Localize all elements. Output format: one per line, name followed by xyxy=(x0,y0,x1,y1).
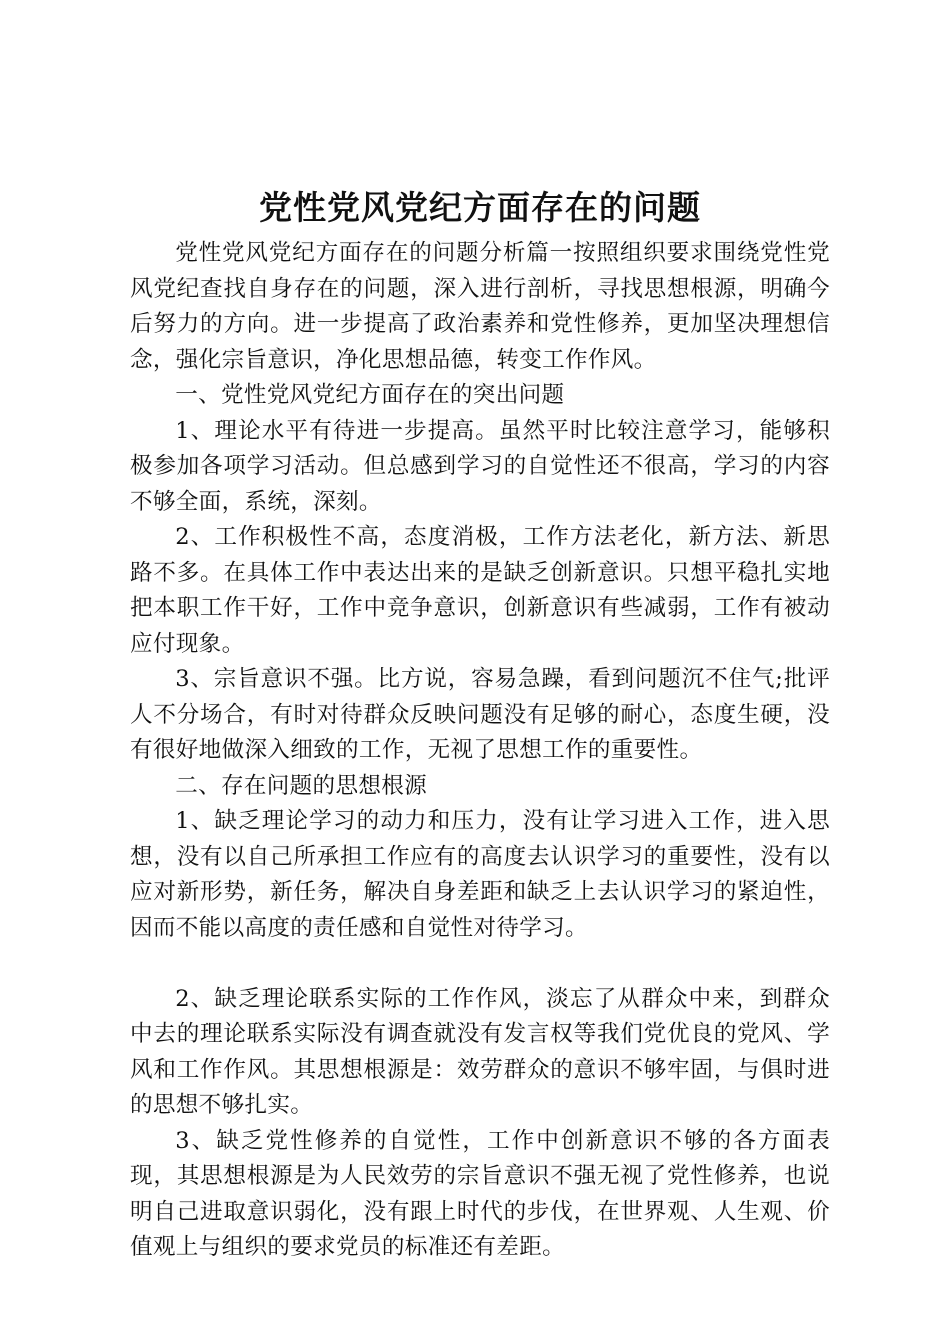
document-page xyxy=(130,180,830,1266)
section-2-item-2: 2、缺乏理论联系实际的工作作风，淡忘了从群众中来，到群众中去的理论联系实际没有调查就没有发言权等我们党优良的党风、学风和工作作风。其思想根源是：效劳群众的意识不够牢固，与俱时进的思想不够扎实。 xyxy=(130,985,830,1118)
section-1-item-1: 1、理论水平有待进一步提高。虽然平时比较注意学习，能够积极参加各项学习活动。但总感到学习的自觉性还不很高，学习的内容不够全面，系统，深刻。 xyxy=(130,417,830,515)
section-1-item-3: 3、宗旨意识不强。比方说，容易急躁，看到问题沉不住气;批评人不分场合，有时对待群众反映问题没有足够的耐心，态度生硬，没有很好地做深入细致的工作，无视了思想工作的重要性。 xyxy=(130,666,830,763)
section-2-item-1: 1、缺乏理论学习的动力和压力，没有让学习进入工作，进入思想，没有以自己所承担工作应有的高度去认识学习的重要性，没有以应对新形势，新任务，解决自身差距和缺乏上去认识学习的紧迫性，因而不能以高度的责任感和自觉性对待学习。 xyxy=(130,808,830,941)
section-2-item-3: 3、缺乏党性修养的自觉性，工作中创新意识不够的各方面表现，其思想根源是为人民效劳的宗旨意识不强无视了党性修养，也说明自己进取意识弱化，没有跟上时代的步伐，在世界观、人生观、价值观上与组织的要求党员的标准还有差距。 xyxy=(130,1127,830,1260)
paragraph-spacer xyxy=(130,946,830,982)
section-2-heading: 二、存在问题的思想根源 xyxy=(175,772,428,799)
document-title: 党性党风党纪方面存在的问题 xyxy=(259,188,701,227)
intro-paragraph: 党性党风党纪方面存在的问题分析篇一按照组织要求围绕党性党风党纪查找自身存在的问题，深入进行剖析，寻找思想根源，明确今后努力的方向。进一步提高了政治素养和党性修养，更加坚决理想信念，强化宗旨意识，净化思想品德，转变工作作风。 xyxy=(130,240,830,373)
section-1-item-2: 2、工作积极性不高，态度消极，工作方法老化，新方法、新思路不多。在具体工作中表达出来的是缺乏创新意识。只想平稳扎实地把本职工作干好，工作中竞争意识，创新意识有些减弱，工作有被动应付现象。 xyxy=(130,524,830,657)
section-1-heading: 一、党性党风党纪方面存在的突出问题 xyxy=(175,382,565,408)
